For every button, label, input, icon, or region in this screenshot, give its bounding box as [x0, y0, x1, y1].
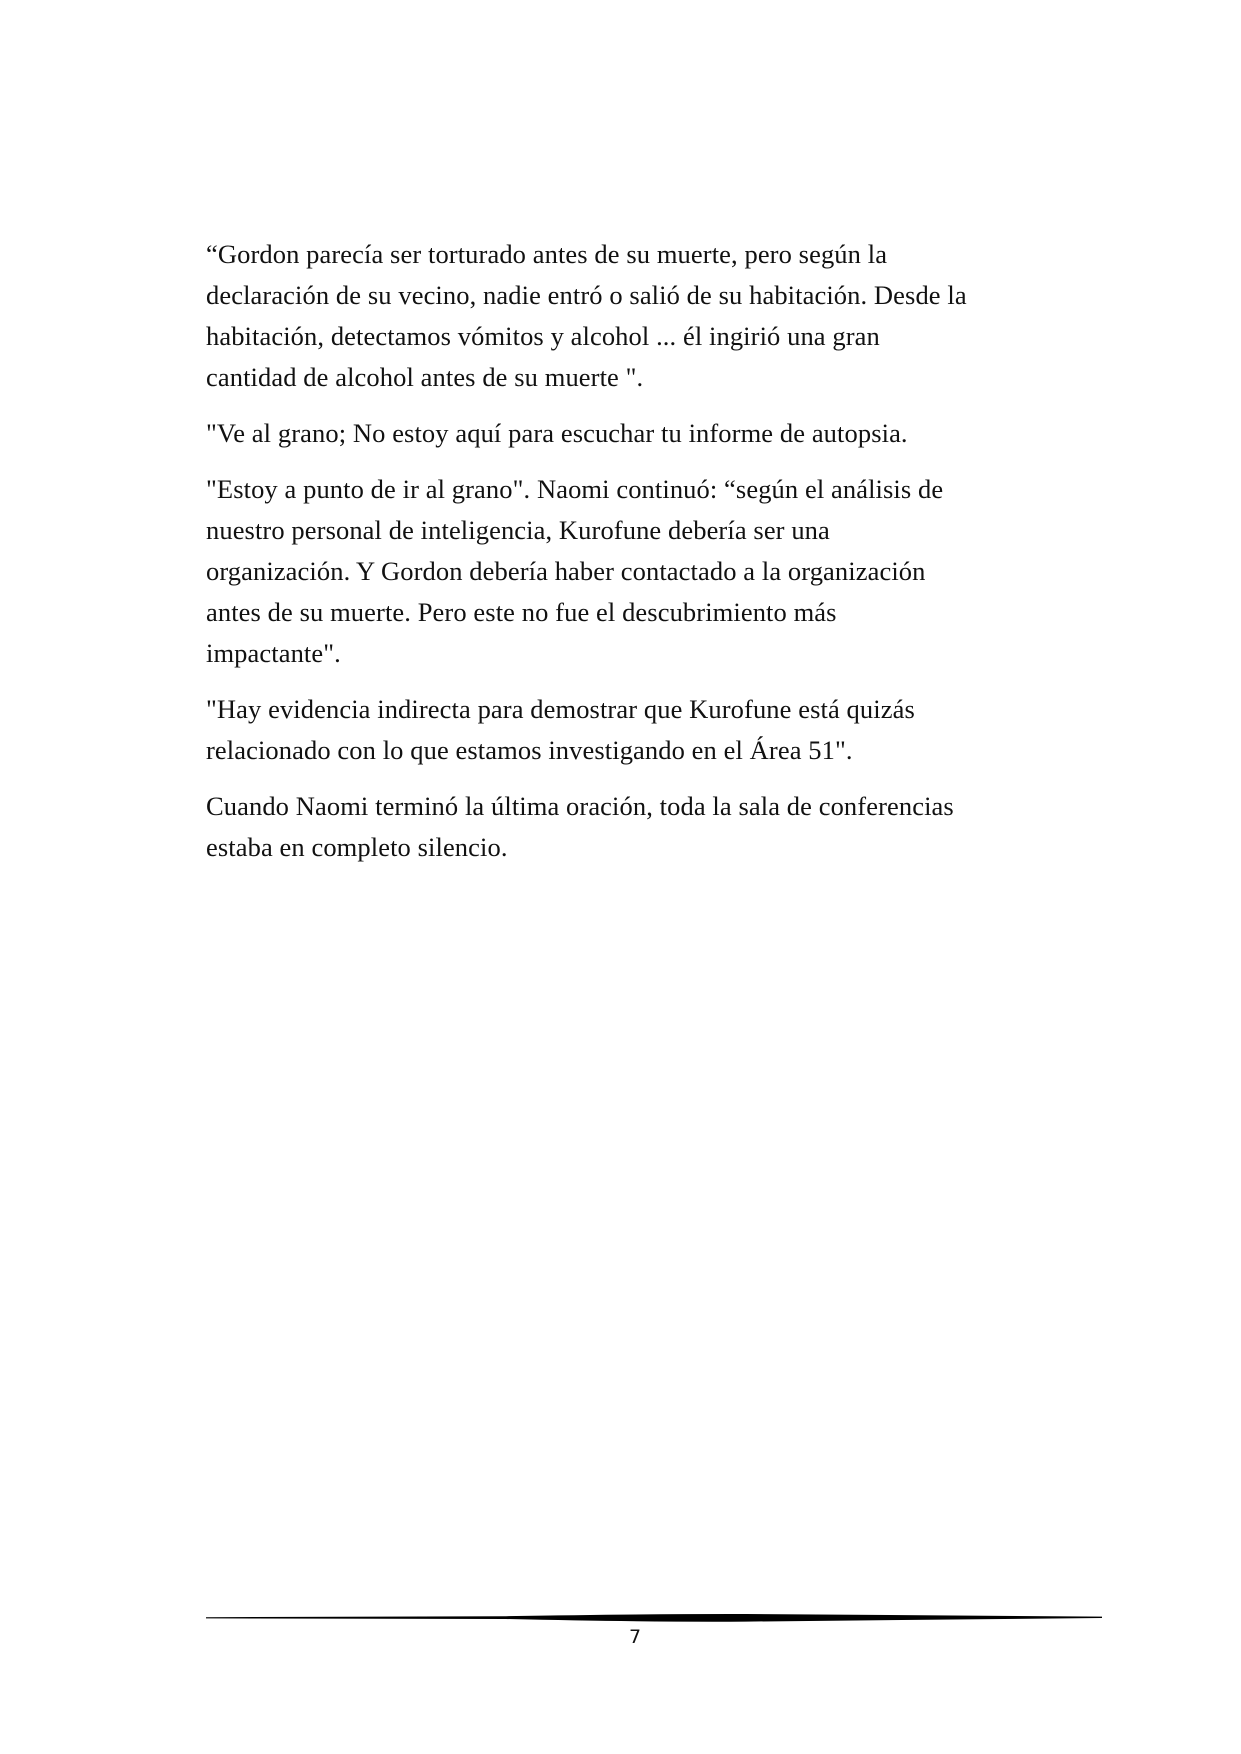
text-line: “Gordon parecía ser torturado antes de su muerte, pero según la [206, 239, 888, 269]
text-line: "Estoy a punto de ir al grano". Naomi continuó: “según el análisis de [206, 474, 944, 504]
text-line: Cuando Naomi terminó la última oración, toda la sala de conferencias [206, 791, 954, 821]
paragraph-4 [206, 689, 1066, 771]
text-line: antes de su muerte. Pero este no fue el descubrimiento más [206, 597, 837, 627]
page-number: 7 [628, 1626, 642, 1648]
text-line: cantidad de alcohol antes de su muerte ". [206, 362, 644, 392]
paragraph-3 [206, 469, 1066, 674]
text-line: nuestro personal de inteligencia, Kurofune debería ser una [206, 515, 830, 545]
text-line: organización. Y Gordon debería haber contactado a la organización [206, 556, 926, 586]
paragraph-1 [206, 234, 1066, 398]
body-text [206, 234, 1066, 883]
text-line: estaba en completo silencio. [206, 832, 508, 862]
paragraph-5 [206, 786, 1066, 868]
text-line: "Ve al grano; No estoy aquí para escuchar tu informe de autopsia. [206, 418, 908, 448]
footer-divider-shape [206, 1614, 1102, 1622]
text-line: declaración de su vecino, nadie entró o salió de su habitación. Desde la [206, 280, 967, 310]
paragraph-2 [206, 413, 1066, 454]
text-line: impactante". [206, 638, 341, 668]
text-line: "Hay evidencia indirecta para demostrar que Kurofune está quizás [206, 694, 915, 724]
text-line: habitación, detectamos vómitos y alcohol ... él ingirió una gran [206, 321, 880, 351]
text-line: relacionado con lo que estamos investigando en el Área 51". [206, 735, 853, 765]
